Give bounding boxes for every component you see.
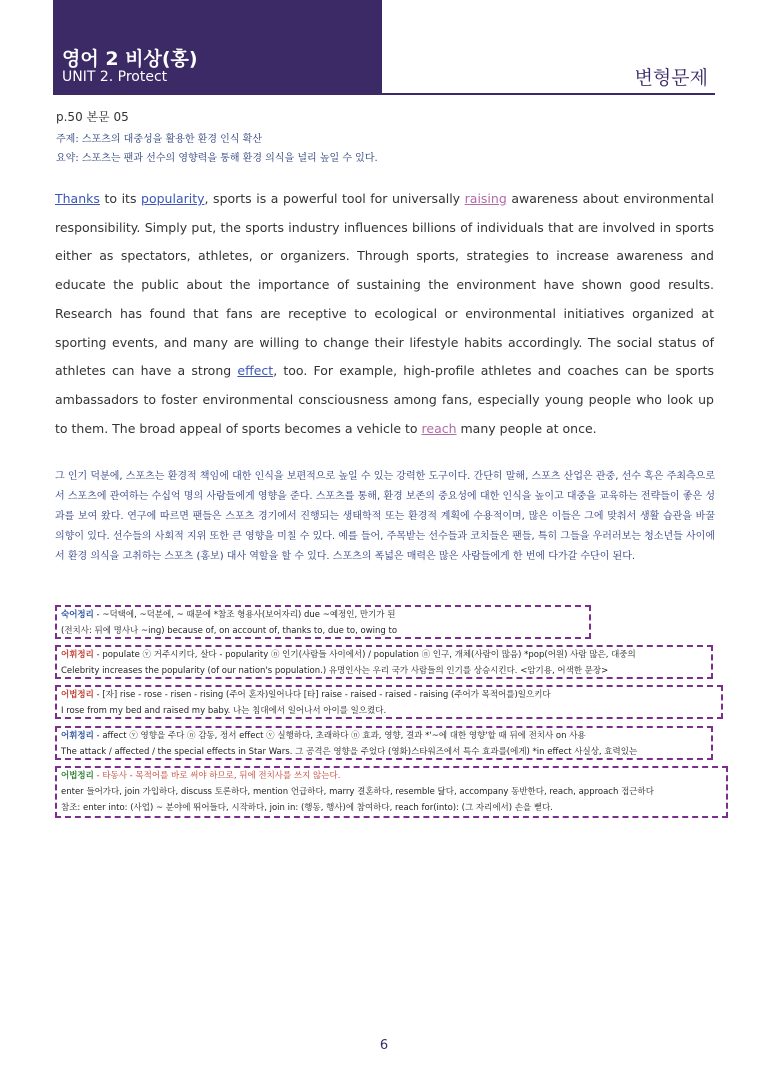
keyword-effect: effect xyxy=(237,363,274,379)
note-line: 어법정리 - 타동사 - 목적어를 바로 써야 하므로, 뒤에 전치사를 쓰지 않는다. xyxy=(61,771,341,781)
note-line: (전치사: 뒤에 명사나 ~ing) because of, on account of, thanks to, due to, owing to xyxy=(61,626,398,636)
keyword-reach: reach xyxy=(421,420,457,436)
reading-passage xyxy=(55,185,714,443)
note-tag: 어법정리 xyxy=(61,690,94,700)
note-tag: 어휘정리 xyxy=(61,731,94,741)
keyword-thanks: Thanks xyxy=(55,191,100,206)
note-grammar-rise-box xyxy=(55,685,723,719)
note-vocab-affect-box xyxy=(55,726,713,760)
unit-label: UNIT 2. Protect xyxy=(62,69,168,85)
note-line: I rose from my bed and raised my baby. 나는 침대에서 일어나서 아이를 일으켰다. xyxy=(61,706,387,716)
summary-line: 요약: 스포츠는 팬과 선수의 영향력을 통해 환경 의식을 널리 높일 수 있다. xyxy=(56,153,378,164)
passage-text: , too. For example, high-profile athletes and coaches can be sports ambassadors to foster environmental consciousness among fans, especially young people who look up to them. The broad appeal of sports becomes a vehicle to xyxy=(55,363,714,436)
note-line: Celebrity increases the popularity (of our nation's population.) 유명인사는 우리 국가 사람들의 인기를 상승시킨다. <암기용, 어색한 문장> xyxy=(61,666,609,676)
note-tag: 어휘정리 xyxy=(61,650,94,660)
korean-translation: 그 인기 덕분에, 스포츠는 환경적 책임에 대한 인식을 보편적으로 높일 수 있는 강력한 도구이다. 간단히 말해, 스포츠 산업은 관중, 선수 혹은 주최측으로서 스포츠에 관여하는 수십억 명의 사람들에게 영향을 준다. 스포츠를 통해, 환경 보존의 중요성에 대한 인식을 높이고 대중을 교육하는 전략들이 좋은 성과를 보여 왔다. 연구에 따르면 팬들은 스포츠 경기에서 진행되는 생태학적 또는 환경적 계획에 수용적이며, 많은 이들은 그에 맞춰서 생활 습관을 바꿀 의향이 있다. 선수들의 사회적 지위 또한 큰 영향을 미칠 수 있다. 예를 들어, 주목받는 선수들과 코치들은 팬들, 특히 그들을 우러러보는 청소년들 사이에서 환경 의식을 고취하는 스포츠 (홍보) 대사 역할을 할 수 있다. 스포츠의 폭넓은 매력은 많은 사람들에게 한 번에 다가갈 수단이 된다. xyxy=(55,471,715,562)
note-line: 참조: enter into: (사업) ~ 분야에 뛰어들다, 시작하다, join in: (행동, 행사)에 참여하다, reach for(into): (그 자리에서) 손을 뻗다. xyxy=(61,803,554,813)
note-vocab-popularity-box xyxy=(55,645,713,679)
note-idiom-box xyxy=(55,605,591,639)
section-label: 변형문제 xyxy=(634,67,708,89)
note-line: The attack / affected / the special effects in Star Wars. 그 공격은 영향을 주었다 (영화)스타워즈에서 특수 효과를(에게) *in effect 사실상, 효력있는 xyxy=(61,747,638,757)
document-title: 영어 2 비상(홍) xyxy=(62,48,198,70)
header-divider xyxy=(53,93,715,95)
note-line: 어휘정리 - affect ⓥ 영향을 주다 ⓝ 감동, 정서 effect ⓥ 실행하다, 초래하다 ⓝ 효과, 영향, 결과 *'~에 대한 영향'할 때 뒤에 전치사 on 사용 xyxy=(61,731,586,741)
note-line: 어법정리 - [자] rise - rose - risen - rising (주어 혼자)일어나다 [타] raise - raised - raised - raising (주어가 목적어를)일으키다 xyxy=(61,690,551,700)
passage-text: to its xyxy=(99,191,142,206)
keyword-raising: raising xyxy=(464,191,507,206)
page-reference: p.50 본문 05 xyxy=(56,110,129,124)
note-line: enter 들어가다, join 가입하다, discuss 토론하다, mention 언급하다, marry 결혼하다, resemble 닮다, accompany 동반한다, reach, approach 접근하다 xyxy=(61,787,654,797)
passage-text: many people at once. xyxy=(456,420,597,436)
keyword-popularity: popularity xyxy=(141,191,205,206)
note-tag: 숙어정리 xyxy=(61,610,94,620)
note-grammar-transitive-box xyxy=(55,766,728,818)
note-line: 어휘정리 - populate ⓥ 거주시키다, 살다 - popularity ⓝ 인기(사람들 사이에서) / population ⓝ 인구, 개체(사람이 많음) *pop(어원) 사람 많은, 대중의 xyxy=(61,650,636,660)
note-tag: 어법정리 xyxy=(61,771,94,781)
topic-line: 주제: 스포츠의 대중성을 활용한 환경 인식 확산 xyxy=(56,134,262,145)
note-line: 숙어정리 - ~덕택에, ~덕분에, ~ 때문에 *참조 형용사(보어자리) due ~예정인, 만기가 된 xyxy=(61,610,396,620)
passage-text: awareness about environmental responsibility. Simply put, the sports industry influences billions of individuals that are involved in sports either as spectators, athletes, or organizers. Through sports, strategies to increase awareness and educate the public about the importance of sustaining the environment have shown good results. Research has found that fans are receptive to ecological or environmental initiatives organized at sporting events, and many are willing to change their lifestyle habits accordingly. The social status of athletes can have a strong xyxy=(55,191,714,379)
passage-text: , sports is a powerful tool for universally xyxy=(204,191,465,206)
page-number: 6 xyxy=(379,1038,389,1053)
